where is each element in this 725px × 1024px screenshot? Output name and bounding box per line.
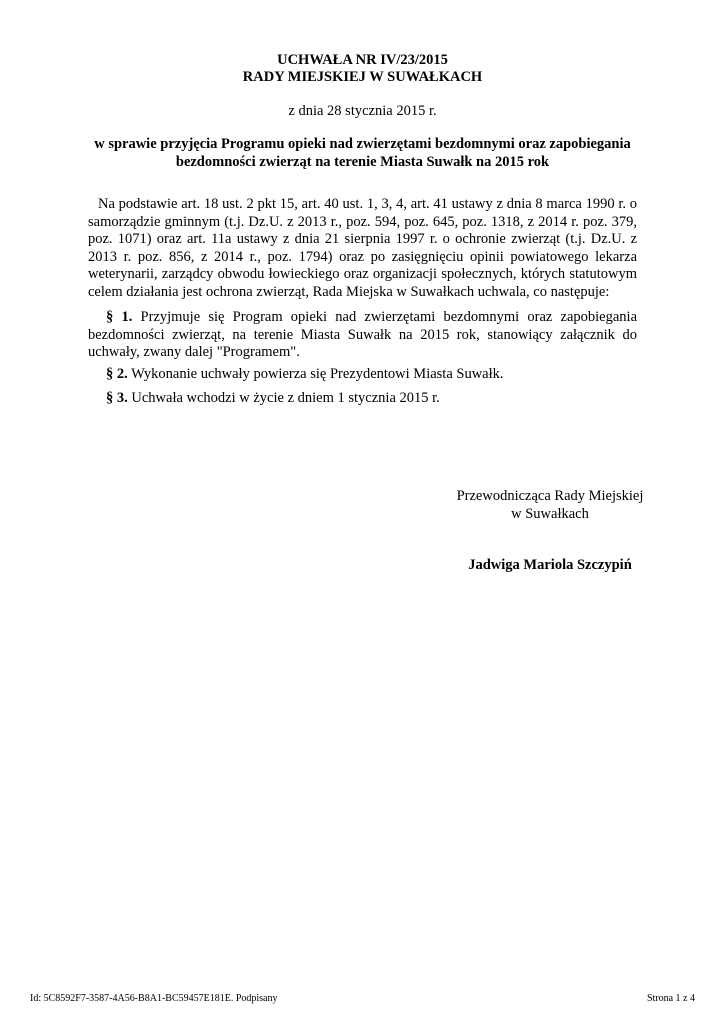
paragraph-mark: § 3.: [106, 390, 128, 406]
preamble: Na podstawie art. 18 ust. 2 pkt 15, art. 40 ust. 1, 3, 4, art. 41 ustawy z dnia 8 marca 1990 r. o samorządzie gminnym (t.j. Dz.U. z 2013 r., poz. 594, poz. 645, poz. 1318, z 2014 r. poz. 379, poz. 1071) oraz art. 11a ustawy z dnia 21 sierpnia 1997 r. o ochronie zwierząt (t.j. Dz.U. z 2013 r. poz. 856, z 2014 r., poz. 1794) oraz po zasięgnięciu opinii powiatowego lekarza weterynarii, zarządcy obwodu łowieckiego oraz organizacji społecznych, których statutowym celem działania jest ochrona zwierząt, Rada Miejska w Suwałkach uchwala, co następuje:: [88, 196, 637, 300]
paragraph-mark: § 2.: [106, 366, 128, 382]
paragraph-mark: § 1.: [106, 309, 133, 325]
paragraph-1: [88, 309, 637, 362]
signatory-location: w Suwałkach: [511, 506, 589, 522]
paragraph-text: Wykonanie uchwały powierza się Prezydentowi Miasta Suwałk.: [127, 366, 504, 382]
council-name: RADY MIEJSKIEJ W SUWAŁKACH: [242, 69, 483, 85]
footer-page-number: Strona 1 z 4: [646, 993, 695, 1004]
paragraph-3: [88, 390, 637, 408]
signatory-name: Jadwiga Mariola Szczypiń: [468, 557, 632, 573]
paragraph-text: Uchwała wchodzi w życie z dniem 1 stycznia 2015 r.: [127, 390, 440, 406]
footer-document-id: Id: 5C8592F7-3587-4A56-B8A1-BC59457E181E. Podpisany: [30, 993, 278, 1004]
paragraph-text: Przyjmuje się Program opieki nad zwierzętami bezdomnymi oraz zapobiegania bezdomności zwierząt, na terenie Miasta Suwałk na 2015 rok, stanowiący załącznik do uchwały, zwany dalej "Programem".: [88, 309, 638, 360]
resolution-date: z dnia 28 stycznia 2015 r.: [288, 103, 437, 119]
signatory-role: Przewodnicząca Rady Miejskiej: [456, 488, 644, 504]
paragraph-2: [88, 366, 637, 384]
resolution-subject: w sprawie przyjęcia Programu opieki nad zwierzętami bezdomnymi oraz zapobiegania bezdomności zwierząt na terenie Miasta Suwałk na 2015 rok: [94, 136, 631, 170]
resolution-number: UCHWAŁA NR IV/23/2015: [277, 52, 448, 68]
